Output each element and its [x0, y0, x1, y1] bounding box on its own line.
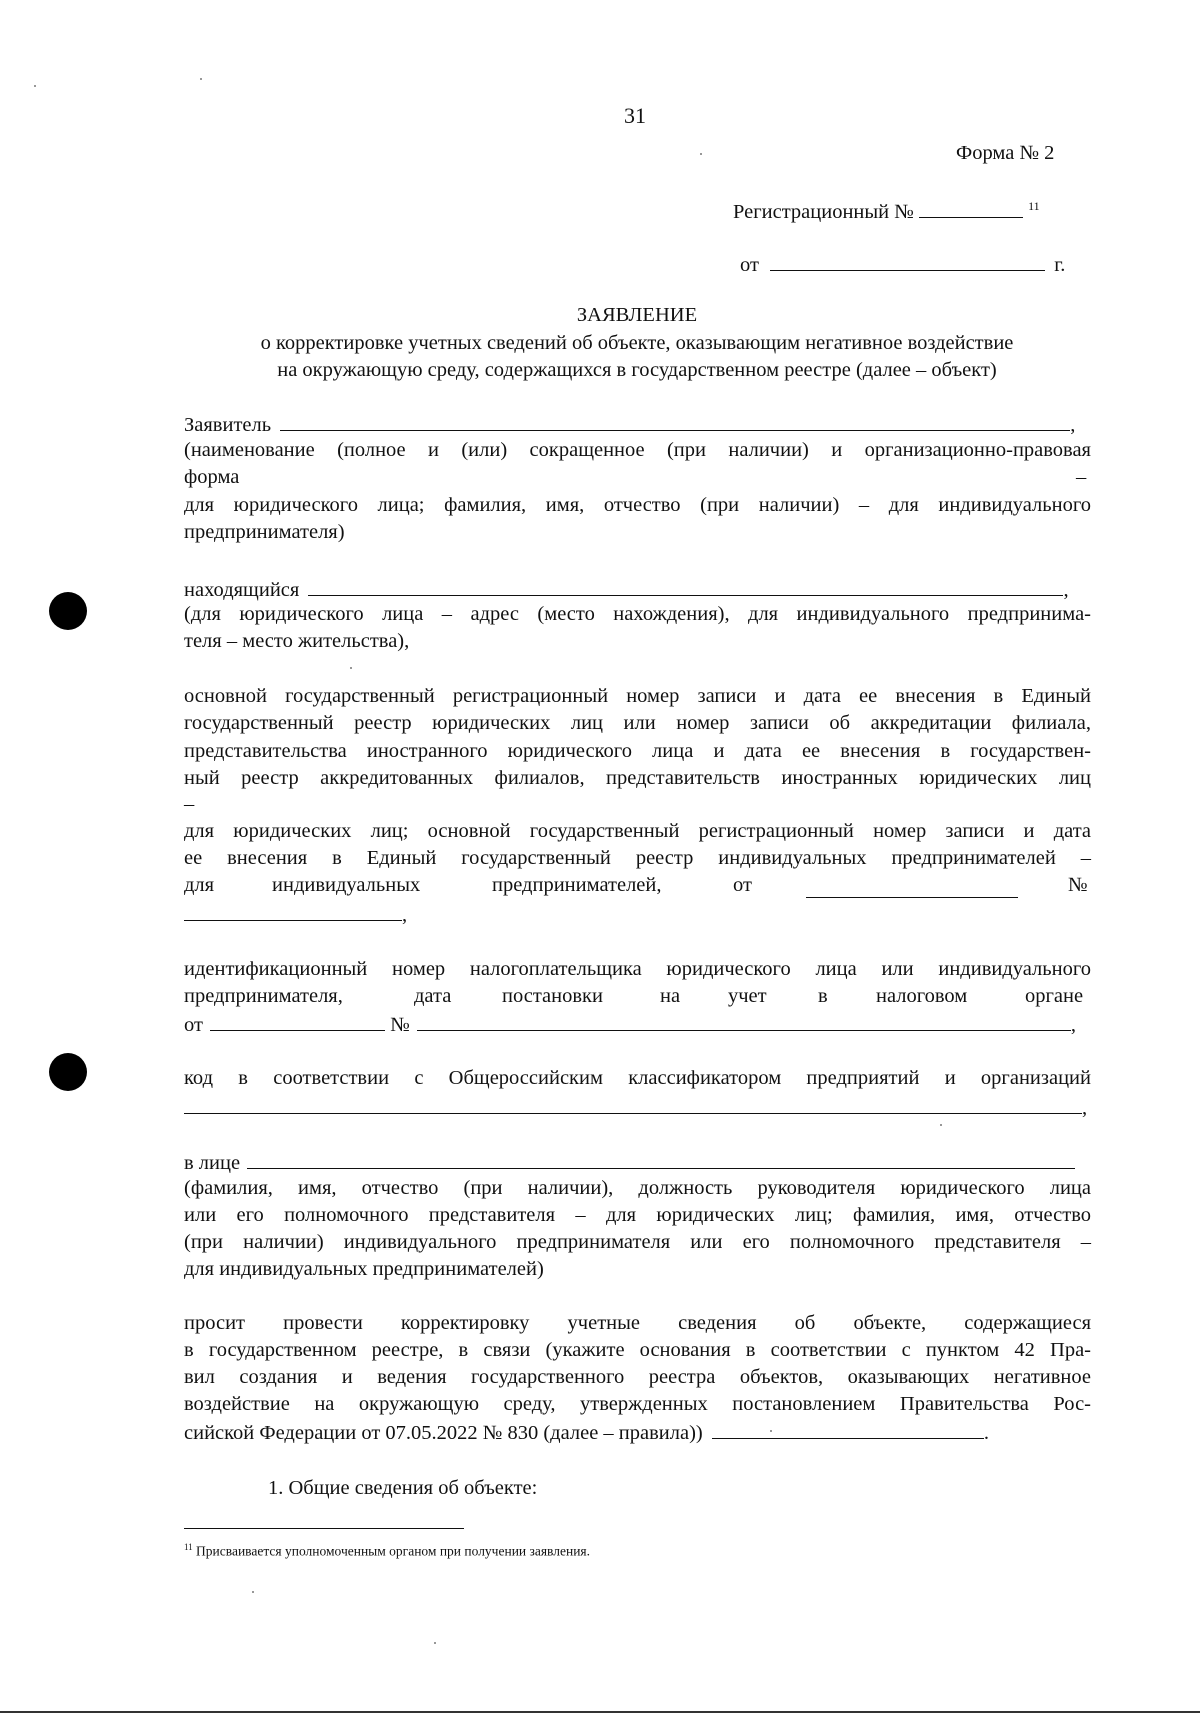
- document-title: ЗАЯВЛЕНИЕ: [576, 304, 698, 326]
- registration-number-field[interactable]: [919, 197, 1023, 218]
- okpo-comma: ,: [1082, 1097, 1088, 1119]
- footnote-text: Присваивается уполномоченным органом при получении заявления.: [196, 1543, 591, 1559]
- ogrn-number-sign: №: [1068, 874, 1088, 896]
- form-label: Форма № 2: [956, 142, 1055, 164]
- date-field[interactable]: [770, 250, 1045, 271]
- inn-word: предпринимателя,: [184, 985, 343, 1007]
- applicant-field[interactable]: [280, 410, 1070, 431]
- ogrn-line: для юридических лиц; основной государственный регистрационный номер записи и дата: [184, 820, 1091, 842]
- inn-row: [184, 1010, 1076, 1040]
- inn-number-field[interactable]: [417, 1010, 1071, 1031]
- ogrn-line: –: [184, 793, 195, 815]
- inn-word: в: [818, 985, 828, 1007]
- page-number: 31: [624, 103, 646, 128]
- inn-from: от: [184, 1014, 203, 1036]
- inn-word: налоговом: [876, 985, 968, 1007]
- representative-hint-line: (при наличии) индивидуального предпринимателя или его полномочного представителя –: [184, 1231, 1091, 1253]
- ogrn-number-field[interactable]: [184, 900, 402, 921]
- document-subtitle-line2: на окружающую среду, содержащихся в государственном реестре (далее – объект): [277, 359, 997, 381]
- representative-label: в лице: [184, 1152, 241, 1174]
- footnote-mark: 11: [184, 1542, 193, 1552]
- document-subtitle-line1: о корректировке учетных сведений об объекте, оказывающим негативное воздействие: [260, 332, 1014, 354]
- location-hint-line: теля – место жительства),: [184, 630, 410, 652]
- scan-speck: [940, 1124, 942, 1126]
- representative-row: [184, 1148, 1075, 1178]
- footnote: [184, 1538, 590, 1561]
- date-prefix: от: [740, 254, 759, 276]
- applicant-hint-line: (наименование (полное и (или) сокращенное (при наличии) и организационно-правовая: [184, 439, 1091, 461]
- scan-speck: [700, 153, 702, 155]
- location-label: находящийся: [184, 579, 300, 601]
- scan-speck: [434, 1642, 436, 1644]
- scan-speck: [200, 78, 202, 80]
- footnote-separator: [184, 1528, 464, 1529]
- scan-speck: [34, 85, 36, 87]
- scan-edge-line: [0, 1711, 1200, 1713]
- applicant-comma: ,: [1070, 414, 1076, 436]
- inn-number-sign: №: [390, 1014, 410, 1036]
- inn-word: дата: [414, 985, 452, 1007]
- ogrn-word: индивидуальных: [272, 874, 421, 896]
- applicant-label: Заявитель: [184, 414, 272, 436]
- request-line: вил создания и ведения государственного реестра объектов, оказывающих негативное: [184, 1366, 1091, 1388]
- scan-speck: [350, 667, 352, 669]
- okpo-field[interactable]: [184, 1093, 1082, 1114]
- okpo-row: [184, 1093, 1087, 1123]
- location-comma: ,: [1063, 579, 1069, 601]
- date-suffix: г.: [1054, 254, 1066, 276]
- ogrn-date-field[interactable]: [806, 897, 1018, 898]
- ogrn-line: государственный реестр юридических лиц или номер записи об аккредитации филиала,: [184, 712, 1091, 734]
- representative-field[interactable]: [247, 1148, 1075, 1169]
- applicant-hint-line: предпринимателя): [184, 521, 345, 543]
- ogrn-line: представительства иностранного юридического лица и дата ее внесения в государствен-: [184, 740, 1091, 762]
- section-1-heading: 1. Общие сведения об объекте:: [268, 1477, 538, 1499]
- request-last-row: [184, 1418, 989, 1448]
- request-period: .: [983, 1422, 990, 1444]
- representative-hint-line: или его полномочного представителя – для юридических лиц; фамилия, имя, отчество: [184, 1204, 1091, 1226]
- ogrn-line: ее внесения в Единый государственный реестр индивидуальных предпринимателей –: [184, 847, 1091, 869]
- punch-hole-top: [49, 592, 87, 630]
- registration-footnote-ref: 11: [1028, 199, 1040, 213]
- request-line: воздействие на окружающую среду, утвержденных постановлением Правительства Рос-: [184, 1393, 1091, 1415]
- inn-line: идентификационный номер налогоплательщика юридического лица или индивидуального: [184, 958, 1091, 980]
- registration-line: [733, 193, 1040, 226]
- registration-label: Регистрационный №: [733, 200, 914, 223]
- ogrn-line: ный реестр аккредитованных филиалов, представительств иностранных юридических лиц: [184, 767, 1091, 789]
- inn-word: учет: [728, 985, 767, 1007]
- applicant-row: [184, 410, 1075, 440]
- inn-date-field[interactable]: [210, 1010, 385, 1031]
- ogrn-word: предпринимателей,: [492, 874, 662, 896]
- okpo-line: код в соответствии с Общероссийским классификатором предприятий и организаций: [184, 1067, 1091, 1089]
- ogrn-word: для: [184, 874, 215, 896]
- ogrn-word: от: [733, 874, 752, 896]
- applicant-hint-line: для юридического лица; фамилия, имя, отчество (при наличии) – для индивидуального: [184, 494, 1091, 516]
- request-reason-field[interactable]: [712, 1418, 984, 1439]
- inn-comma: ,: [1070, 1014, 1077, 1036]
- location-field[interactable]: [308, 575, 1063, 596]
- ogrn-comma: ,: [402, 904, 408, 926]
- applicant-hint-line: форма: [184, 466, 240, 488]
- location-hint-line: (для юридического лица – адрес (место нахождения), для индивидуального предпринима-: [184, 603, 1091, 625]
- representative-hint-line: для индивидуальных предпринимателей): [184, 1258, 544, 1280]
- punch-hole-bottom: [49, 1053, 87, 1091]
- inn-word: на: [660, 985, 681, 1007]
- inn-word: постановки: [502, 985, 603, 1007]
- request-line: в государственном реестре, в связи (укажите основания в соответствии с пунктом 42 Пра-: [184, 1339, 1091, 1361]
- scan-speck: [252, 1591, 254, 1593]
- ogrn-number-row: [184, 900, 407, 930]
- applicant-hint-dash: –: [1076, 466, 1087, 488]
- request-line: просит провести корректировку учетные сведения об объекте, содержащиеся: [184, 1312, 1091, 1334]
- representative-hint-line: (фамилия, имя, отчество (при наличии), должность руководителя юридического лица: [184, 1177, 1091, 1199]
- ogrn-line: основной государственный регистрационный номер записи и дата ее внесения в Единый: [184, 685, 1091, 707]
- date-line: [740, 250, 1065, 280]
- inn-word: органе: [1025, 985, 1084, 1007]
- request-last-line: сийской Федерации от 07.05.2022 № 830 (далее – правила)): [184, 1422, 703, 1444]
